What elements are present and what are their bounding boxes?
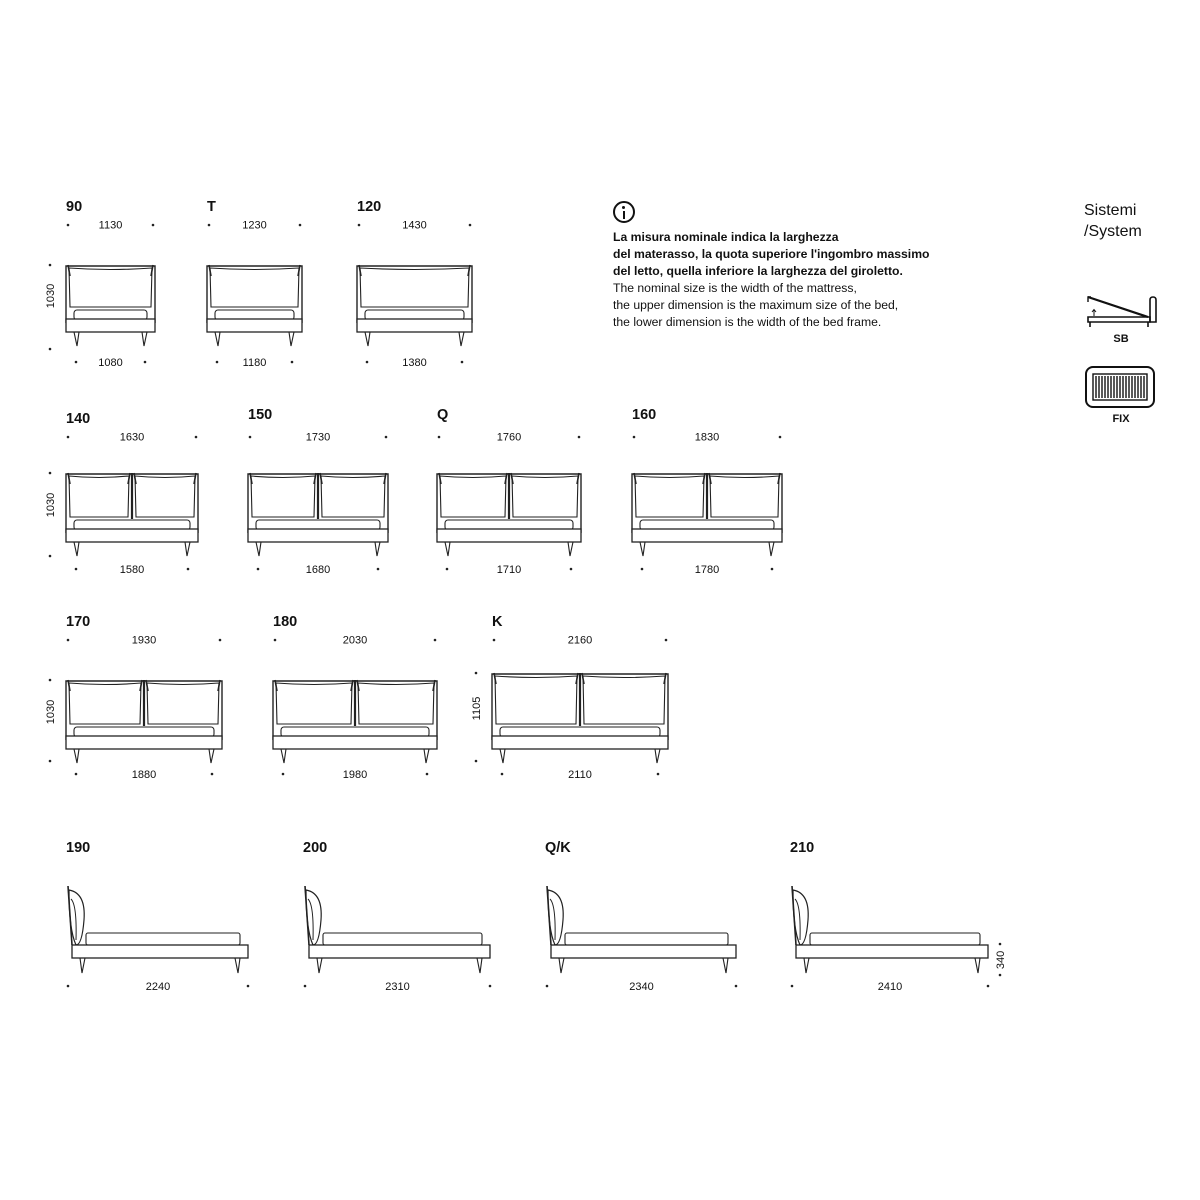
frame-width-value: 1780 (694, 564, 720, 576)
storage-bed-icon (1082, 290, 1162, 330)
side-view-200 (303, 840, 491, 993)
size-label: 210 (790, 840, 815, 856)
side-view-210 (790, 840, 1007, 993)
front-view-120 (357, 199, 472, 369)
info-line-it-3: del letto, quella inferiore la larghezza del giroletto. (613, 264, 903, 278)
length-value: 2310 (385, 981, 410, 993)
size-label: 170 (66, 614, 91, 630)
length-value: 2240 (145, 981, 171, 993)
max-width-value: 2160 (567, 634, 593, 647)
max-width-value: 1760 (496, 431, 522, 444)
frame-width-value: 2110 (568, 769, 592, 781)
size-label: Q/K (545, 840, 571, 856)
info-icon (613, 201, 635, 223)
info-line-it-1: La misura nominale indica la larghezza (613, 230, 839, 244)
height-value: 1105 (471, 696, 483, 721)
max-width-value: 2030 (342, 634, 368, 647)
height-value: 1030 (45, 283, 57, 309)
max-width-value: 1430 (402, 219, 427, 232)
front-view-140 (45, 411, 198, 576)
size-label: 120 (357, 199, 382, 215)
systems-title-1: Sistemi (1084, 202, 1137, 219)
size-label: 150 (248, 407, 273, 423)
frame-width-value: 1880 (131, 769, 157, 781)
info-line-en-1: The nominal size is the width of the mattress, (613, 281, 857, 295)
frame-width-value: 1180 (242, 357, 267, 369)
length-value: 2410 (877, 981, 903, 993)
front-view-150 (248, 407, 388, 576)
size-label: K (492, 614, 503, 630)
max-width-value: 1230 (242, 219, 267, 232)
front-view-T (207, 199, 302, 369)
size-label: 190 (66, 840, 91, 856)
size-label: Q (437, 407, 449, 423)
front-view-180 (273, 614, 437, 781)
frame-width-value: 1380 (402, 357, 427, 369)
info-line-it-2: del materasso, la quota superiore l'ingombro massimo (613, 247, 930, 261)
side-view-190 (66, 840, 249, 993)
height-value: 1030 (45, 492, 57, 518)
max-width-value: 1630 (119, 431, 145, 444)
front-view-160 (632, 407, 782, 576)
system-sb-label: SB (1113, 333, 1129, 345)
info-line-en-2: the upper dimension is the maximum size of the bed, (613, 298, 899, 312)
frame-width-value: 1710 (496, 564, 522, 576)
system-fix-label: FIX (1112, 413, 1130, 425)
size-label: 140 (66, 411, 91, 427)
front-view-K (471, 614, 668, 781)
frame-height-value: 340 (995, 950, 1007, 970)
front-view-90 (45, 199, 155, 369)
frame-width-value: 1080 (98, 357, 123, 369)
max-width-value: 1930 (131, 634, 157, 647)
info-note (613, 201, 1013, 331)
info-line-en-3: the lower dimension is the width of the bed frame. (613, 315, 882, 329)
size-label: 200 (303, 840, 328, 856)
height-value: 1030 (45, 699, 57, 725)
systems-title-2: /System (1084, 223, 1142, 240)
frame-width-value: 1980 (342, 769, 368, 781)
front-view-Q (437, 407, 581, 576)
max-width-value: 1830 (694, 431, 720, 444)
max-width-value: 1730 (305, 431, 331, 444)
fixed-slats-icon (1084, 365, 1158, 409)
frame-width-value: 1680 (305, 564, 331, 576)
max-width-value: 1130 (98, 219, 123, 232)
size-label: 180 (273, 614, 298, 630)
size-label: 90 (66, 199, 83, 215)
size-label: 160 (632, 407, 657, 423)
size-label: T (207, 199, 216, 215)
side-view-Q/K (545, 840, 737, 993)
systems-panel (1084, 200, 1164, 242)
front-view-170 (45, 614, 222, 781)
frame-width-value: 1580 (119, 564, 145, 576)
length-value: 2340 (629, 981, 654, 993)
